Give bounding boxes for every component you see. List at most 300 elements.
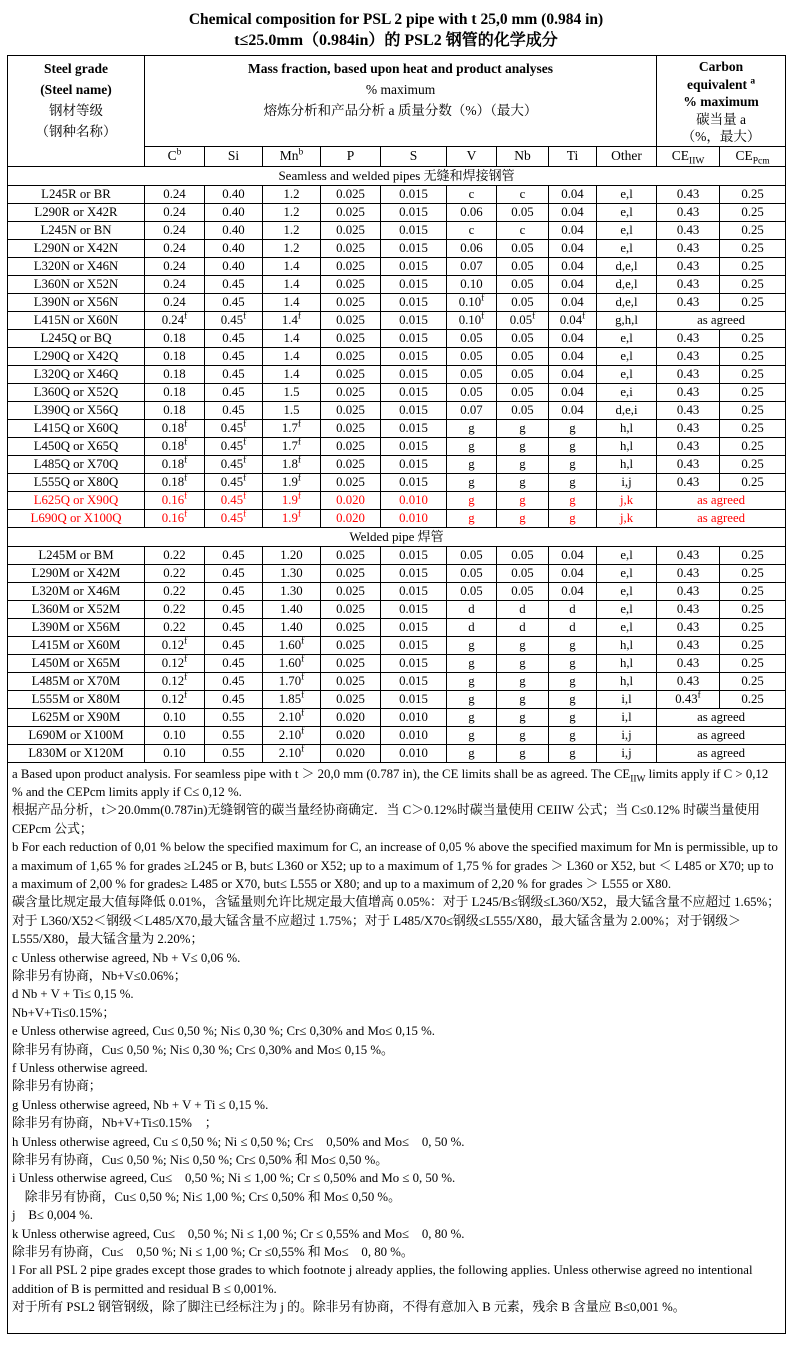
grade-cell: L485M or X70M bbox=[8, 672, 145, 690]
value-cell: g bbox=[497, 672, 549, 690]
value-cell: 0.04 bbox=[549, 365, 597, 383]
column-header-1: Si bbox=[205, 146, 263, 166]
value-cell: 0.04 bbox=[549, 546, 597, 564]
value-cell: g bbox=[447, 654, 497, 672]
value-cell: 0.45 bbox=[205, 618, 263, 636]
value-cell: 1.20 bbox=[263, 546, 321, 564]
value-cell: 1.7$^f$ bbox=[263, 437, 321, 455]
value-cell: 0.40 bbox=[205, 221, 263, 239]
value-cell: 0.05 bbox=[497, 203, 549, 221]
value-cell: 0.015 bbox=[381, 654, 447, 672]
value-cell: 0.18 bbox=[145, 329, 205, 347]
column-header-7: Ti bbox=[549, 146, 597, 166]
value-cell: 0.22 bbox=[145, 618, 205, 636]
table-row bbox=[8, 329, 786, 347]
value-cell: 0.010 bbox=[381, 708, 447, 726]
grade-cell: L625Q or X90Q bbox=[8, 491, 145, 509]
value-cell: 0.16$^f$ bbox=[145, 491, 205, 509]
value-cell: 0.55 bbox=[205, 726, 263, 744]
value-cell: 0.015 bbox=[381, 329, 447, 347]
value-cell: e,l bbox=[597, 347, 657, 365]
value-cell: 0.05$^f$ bbox=[497, 311, 549, 329]
value-cell: 1.60$^f$ bbox=[263, 636, 321, 654]
table-row bbox=[8, 257, 786, 275]
value-cell: 1.7$^f$ bbox=[263, 419, 321, 437]
ce-cell: 0.25 bbox=[720, 600, 786, 618]
value-cell: d bbox=[497, 600, 549, 618]
value-cell: e,l bbox=[597, 221, 657, 239]
value-cell: 0.10$^f$ bbox=[447, 293, 497, 311]
grade-cell: L450Q or X65Q bbox=[8, 437, 145, 455]
grade-cell: L245M or BM bbox=[8, 546, 145, 564]
ce-cell: 0.43 bbox=[657, 636, 720, 654]
value-cell: g bbox=[549, 473, 597, 491]
value-cell: g bbox=[447, 419, 497, 437]
value-cell: 0.40 bbox=[205, 239, 263, 257]
value-cell: 0.05 bbox=[447, 383, 497, 401]
value-cell: g bbox=[497, 726, 549, 744]
table-header bbox=[8, 56, 786, 167]
table-row bbox=[8, 239, 786, 257]
value-cell: 1.9$^f$ bbox=[263, 473, 321, 491]
value-cell: 0.45$^f$ bbox=[205, 437, 263, 455]
value-cell: g bbox=[447, 491, 497, 509]
value-cell: 0.45 bbox=[205, 293, 263, 311]
footnote-line: j B≤ 0,004 %. bbox=[12, 1208, 93, 1223]
value-cell: 1.8$^f$ bbox=[263, 455, 321, 473]
column-header-8: Other bbox=[597, 146, 657, 166]
value-cell: 0.12$^f$ bbox=[145, 672, 205, 690]
value-cell: 0.015 bbox=[381, 473, 447, 491]
footnote-line: 除非另有协商； bbox=[12, 1079, 102, 1094]
value-cell: e,l bbox=[597, 546, 657, 564]
footnote-line: Nb+V+Ti≤0.15%； bbox=[12, 1005, 116, 1020]
value-cell: h,l bbox=[597, 672, 657, 690]
ce-cell: 0.25 bbox=[720, 437, 786, 455]
value-cell: 0.04$^f$ bbox=[549, 311, 597, 329]
grade-cell: L360Q or X52Q bbox=[8, 383, 145, 401]
table-row bbox=[8, 437, 786, 455]
value-cell: 1.30 bbox=[263, 582, 321, 600]
value-cell: g bbox=[497, 491, 549, 509]
value-cell: 0.015 bbox=[381, 690, 447, 708]
table-row bbox=[8, 347, 786, 365]
value-cell: 0.05 bbox=[497, 564, 549, 582]
value-cell: 2.10$^f$ bbox=[263, 744, 321, 762]
value-cell: 0.04 bbox=[549, 185, 597, 203]
value-cell: 0.10$^f$ bbox=[447, 311, 497, 329]
value-cell: 0.025 bbox=[321, 365, 381, 383]
value-cell: 1.2 bbox=[263, 221, 321, 239]
value-cell: 0.45 bbox=[205, 690, 263, 708]
footnote-line: l For all PSL 2 pipe grades except those grades to which footnote j already applies, the following applies. Unless otherwise agreed no intentional addition of B is permitted and residual B ≤ 0,001%. bbox=[12, 1263, 753, 1296]
value-cell: 0.04 bbox=[549, 401, 597, 419]
grade-cell: L450M or X65M bbox=[8, 654, 145, 672]
value-cell: g,h,l bbox=[597, 311, 657, 329]
value-cell: 0.04 bbox=[549, 275, 597, 293]
value-cell: 0.45 bbox=[205, 672, 263, 690]
value-cell: 0.10 bbox=[145, 744, 205, 762]
footnote-line: f Unless otherwise agreed. bbox=[12, 1061, 148, 1075]
value-cell: 0.015 bbox=[381, 275, 447, 293]
value-cell: 0.015 bbox=[381, 600, 447, 618]
value-cell: 0.22 bbox=[145, 546, 205, 564]
value-cell: 0.025 bbox=[321, 582, 381, 600]
title-english: Chemical composition for PSL 2 pipe with t 25,0 mm (0.984 in) bbox=[188, 11, 604, 28]
value-cell: 0.18 bbox=[145, 347, 205, 365]
grade-cell: L415N or X60N bbox=[8, 311, 145, 329]
value-cell: 0.12$^f$ bbox=[145, 654, 205, 672]
value-cell: i,l bbox=[597, 690, 657, 708]
value-cell: 0.22 bbox=[145, 582, 205, 600]
value-cell: 0.025 bbox=[321, 564, 381, 582]
ce-cell: 0.43 bbox=[657, 654, 720, 672]
value-cell: 0.45 bbox=[205, 546, 263, 564]
value-cell: 0.40 bbox=[205, 185, 263, 203]
value-cell: d,e,l bbox=[597, 293, 657, 311]
table-row bbox=[8, 564, 786, 582]
value-cell: g bbox=[447, 744, 497, 762]
ce-cell: 0.25 bbox=[720, 455, 786, 473]
footnote-line: 除非另有协商，Cu≤ 0,50 %; Ni≤ 0,50 %; Cr≤ 0,50% 和 Mo≤ 0,50 %。 bbox=[12, 1153, 389, 1168]
value-cell: 0.04 bbox=[549, 221, 597, 239]
value-cell: 0.05 bbox=[497, 582, 549, 600]
value-cell: 0.025 bbox=[321, 672, 381, 690]
column-header-10: $CE_{Pcm}$ bbox=[720, 146, 786, 166]
chemical-composition-table bbox=[7, 55, 786, 1334]
table-row bbox=[8, 383, 786, 401]
value-cell: 0.18$^f$ bbox=[145, 455, 205, 473]
value-cell: 0.015 bbox=[381, 293, 447, 311]
ce-cell: 0.25 bbox=[720, 221, 786, 239]
value-cell: 0.020 bbox=[321, 509, 381, 527]
value-cell: 0.45 bbox=[205, 600, 263, 618]
table-row bbox=[8, 491, 786, 509]
value-cell: g bbox=[447, 455, 497, 473]
value-cell: 0.025 bbox=[321, 473, 381, 491]
value-cell: 0.45 bbox=[205, 383, 263, 401]
footnote-line: c Unless otherwise agreed, Nb + V≤ 0,06 %. bbox=[12, 950, 241, 965]
value-cell: 0.40 bbox=[205, 203, 263, 221]
value-cell: 0.04 bbox=[549, 293, 597, 311]
value-cell: g bbox=[549, 509, 597, 527]
value-cell: 0.22 bbox=[145, 600, 205, 618]
value-cell: 1.40 bbox=[263, 618, 321, 636]
value-cell: 0.015 bbox=[381, 311, 447, 329]
grade-cell: L390Q or X56Q bbox=[8, 401, 145, 419]
value-cell: 0.025 bbox=[321, 221, 381, 239]
value-cell: 0.025 bbox=[321, 690, 381, 708]
grade-cell: L245R or BR bbox=[8, 185, 145, 203]
value-cell: 0.025 bbox=[321, 600, 381, 618]
value-cell: 0.05 bbox=[497, 257, 549, 275]
footnote-line: 碳含量比规定最大值每降低 0.01%，含锰量则允许比规定最大值增高 0.05%：对于 L245/B≤钢级≤L360/X52，最大锰含量不应超过 1.65%；对于 L360/X52＜钢级＜L485/X70,最大锰含量不应超过 1.75%；对于 L485/X70≤钢级≤L555/X80，最大锰含量为 2.00%；对于钢级＞L555/X80，最大锰含量为 2.20%； bbox=[12, 895, 780, 947]
page-title bbox=[7, 9, 785, 52]
section-row bbox=[8, 166, 786, 185]
value-cell: g bbox=[549, 491, 597, 509]
grade-cell: L690M or X100M bbox=[8, 726, 145, 744]
value-cell: d bbox=[549, 618, 597, 636]
ce-cell: 0.43 bbox=[657, 365, 720, 383]
grade-cell: L320M or X46M bbox=[8, 582, 145, 600]
ce-cell: 0.43 bbox=[657, 257, 720, 275]
value-cell: 0.025 bbox=[321, 275, 381, 293]
value-cell: 0.015 bbox=[381, 239, 447, 257]
value-cell: 0.04 bbox=[549, 203, 597, 221]
column-header-3: P bbox=[321, 146, 381, 166]
value-cell: g bbox=[497, 708, 549, 726]
value-cell: 0.05 bbox=[447, 582, 497, 600]
value-cell: 1.70$^f$ bbox=[263, 672, 321, 690]
ce-cell: 0.43 bbox=[657, 401, 720, 419]
value-cell: h,l bbox=[597, 654, 657, 672]
value-cell: 0.04 bbox=[549, 239, 597, 257]
ce-cell: 0.25 bbox=[720, 582, 786, 600]
ce-cell: 0.25 bbox=[720, 203, 786, 221]
value-cell: 0.015 bbox=[381, 347, 447, 365]
value-cell: g bbox=[497, 419, 549, 437]
grade-cell: L555Q or X80Q bbox=[8, 473, 145, 491]
table-row bbox=[8, 275, 786, 293]
table-row bbox=[8, 509, 786, 527]
value-cell: 1.4 bbox=[263, 257, 321, 275]
value-cell: 0.04 bbox=[549, 257, 597, 275]
ce-cell: 0.25 bbox=[720, 401, 786, 419]
value-cell: 0.10 bbox=[145, 726, 205, 744]
value-cell: 0.45 bbox=[205, 347, 263, 365]
value-cell: g bbox=[447, 473, 497, 491]
value-cell: i,j bbox=[597, 473, 657, 491]
value-cell: 0.24 bbox=[145, 257, 205, 275]
footnote-line: b For each reduction of 0,01 % below the specified maximum for C, an increase of 0,05 % above the specified maximum for Mn is permissible, up to a maximum of 1,65 % for grades ≥L245 or B, but≤ L360 or X52; up to a maximum of 1,75 % for grades ＞ L360 or X52, but ＜ L485 or X70; up to a maximum of 2,00 % for grades≥ L485 or X70, but≤ L555 or X80; and up to a maximum of 2,20 % for grades ＞ L555 or X80. bbox=[12, 840, 778, 891]
value-cell: e,i bbox=[597, 383, 657, 401]
value-cell: 1.4$^f$ bbox=[263, 311, 321, 329]
footnotes-row bbox=[8, 762, 786, 1333]
grade-cell: L690Q or X100Q bbox=[8, 509, 145, 527]
value-cell: 0.025 bbox=[321, 329, 381, 347]
ce-cell: 0.43 bbox=[657, 437, 720, 455]
title-chinese: t≤25.0mm（0.984in）的 PSL2 钢管的化学成分 bbox=[234, 32, 558, 49]
ce-cell: 0.25 bbox=[720, 365, 786, 383]
value-cell: 0.025 bbox=[321, 185, 381, 203]
value-cell: e,l bbox=[597, 239, 657, 257]
value-cell: 0.015 bbox=[381, 636, 447, 654]
value-cell: 0.025 bbox=[321, 239, 381, 257]
value-cell: 0.015 bbox=[381, 582, 447, 600]
value-cell: 0.04 bbox=[549, 329, 597, 347]
value-cell: 0.18$^f$ bbox=[145, 437, 205, 455]
ce-cell: 0.43 bbox=[657, 383, 720, 401]
footnote-line: 对于所有 PSL2 钢管钢级，除了脚注已经标注为 j 的。除非另有协商，不得有意加入 B 元素，残余 B 含量应 B≤0,001 %。 bbox=[12, 1300, 686, 1315]
footnote-line: g Unless otherwise agreed, Nb + V + Ti ≤ 0,15 %. bbox=[12, 1097, 269, 1112]
value-cell: d bbox=[447, 618, 497, 636]
value-cell: 0.010 bbox=[381, 509, 447, 527]
value-cell: d,e,l bbox=[597, 257, 657, 275]
column-header-0: $C^b$ bbox=[145, 146, 205, 166]
table-row bbox=[8, 744, 786, 762]
value-cell: 0.015 bbox=[381, 564, 447, 582]
value-cell: 1.4 bbox=[263, 275, 321, 293]
value-cell: g bbox=[497, 473, 549, 491]
ce-cell: 0.25 bbox=[720, 690, 786, 708]
value-cell: 1.2 bbox=[263, 239, 321, 257]
value-cell: 0.025 bbox=[321, 203, 381, 221]
value-cell: 0.025 bbox=[321, 437, 381, 455]
value-cell: 1.40 bbox=[263, 600, 321, 618]
grade-cell: L245N or BN bbox=[8, 221, 145, 239]
footnote-line: 除非另有协商，Cu≤ 0,50 %; Ni≤ 1,00 %; Cr≤ 0,50% 和 Mo≤ 0,50 %。 bbox=[12, 1189, 401, 1204]
value-cell: d bbox=[447, 600, 497, 618]
ce-agreed-cell: as agreed bbox=[657, 311, 786, 329]
table-row bbox=[8, 690, 786, 708]
value-cell: 0.015 bbox=[381, 672, 447, 690]
value-cell: 0.05 bbox=[497, 293, 549, 311]
value-cell: c bbox=[447, 221, 497, 239]
ce-cell: 0.43 bbox=[657, 329, 720, 347]
value-cell: 0.04 bbox=[549, 347, 597, 365]
value-cell: e,l bbox=[597, 582, 657, 600]
value-cell: g bbox=[497, 654, 549, 672]
value-cell: 0.05 bbox=[447, 329, 497, 347]
ce-cell: 0.43 bbox=[657, 275, 720, 293]
table-row bbox=[8, 221, 786, 239]
value-cell: 1.5 bbox=[263, 401, 321, 419]
value-cell: 1.2 bbox=[263, 185, 321, 203]
table-row bbox=[8, 618, 786, 636]
value-cell: e,l bbox=[597, 618, 657, 636]
ce-cell: 0.25 bbox=[720, 257, 786, 275]
value-cell: h,l bbox=[597, 437, 657, 455]
ce-cell: 0.25 bbox=[720, 672, 786, 690]
value-cell: 0.18$^f$ bbox=[145, 473, 205, 491]
column-header-4: S bbox=[381, 146, 447, 166]
value-cell: 0.020 bbox=[321, 726, 381, 744]
table-row bbox=[8, 203, 786, 221]
value-cell: 0.55 bbox=[205, 744, 263, 762]
value-cell: 1.5 bbox=[263, 383, 321, 401]
value-cell: 0.45 bbox=[205, 365, 263, 383]
value-cell: h,l bbox=[597, 419, 657, 437]
ce-cell: 0.43 bbox=[657, 347, 720, 365]
value-cell: 0.05 bbox=[497, 401, 549, 419]
value-cell: 0.12$^f$ bbox=[145, 690, 205, 708]
column-header-2: Mn$^b$ bbox=[263, 146, 321, 166]
grade-cell: L625M or X90M bbox=[8, 708, 145, 726]
value-cell: 0.025 bbox=[321, 455, 381, 473]
value-cell: 0.010 bbox=[381, 744, 447, 762]
value-cell: g bbox=[497, 636, 549, 654]
value-cell: 0.015 bbox=[381, 546, 447, 564]
table-row bbox=[8, 401, 786, 419]
ce-agreed-cell: as agreed bbox=[657, 509, 786, 527]
header-mass-fraction: Mass fraction, based upon heat and product analyses % maximum 熔炼分析和产品分析 a 质量分数（%）（最大） bbox=[145, 56, 657, 147]
table-row bbox=[8, 419, 786, 437]
value-cell: 1.4 bbox=[263, 347, 321, 365]
value-cell: 0.020 bbox=[321, 744, 381, 762]
value-cell: 0.07 bbox=[447, 401, 497, 419]
ce-cell: 0.43 bbox=[657, 546, 720, 564]
ce-cell: 0.25 bbox=[720, 293, 786, 311]
value-cell: g bbox=[549, 654, 597, 672]
value-cell: 0.015 bbox=[381, 455, 447, 473]
value-cell: g bbox=[549, 437, 597, 455]
footnote-line: e Unless otherwise agreed, Cu≤ 0,50 %; Ni≤ 0,30 %; Cr≤ 0,30% and Mo≤ 0,15 %. bbox=[12, 1024, 435, 1039]
value-cell: 0.05 bbox=[497, 546, 549, 564]
ce-cell: 0.25 bbox=[720, 329, 786, 347]
value-cell: 0.04 bbox=[549, 383, 597, 401]
value-cell: g bbox=[549, 455, 597, 473]
ce-cell: 0.43 bbox=[657, 221, 720, 239]
footnotes-cell bbox=[8, 762, 786, 1333]
ce-agreed-cell: as agreed bbox=[657, 491, 786, 509]
grade-cell: L415M or X60M bbox=[8, 636, 145, 654]
value-cell: d,e,i bbox=[597, 401, 657, 419]
value-cell: i,l bbox=[597, 708, 657, 726]
ce-cell: 0.25 bbox=[720, 347, 786, 365]
value-cell: 0.45 bbox=[205, 564, 263, 582]
value-cell: g bbox=[447, 672, 497, 690]
ce-cell: 0.43 bbox=[657, 293, 720, 311]
value-cell: 0.025 bbox=[321, 347, 381, 365]
ce-cell: 0.25 bbox=[720, 275, 786, 293]
grade-cell: L390M or X56M bbox=[8, 618, 145, 636]
value-cell: 0.12$^f$ bbox=[145, 636, 205, 654]
value-cell: 0.025 bbox=[321, 257, 381, 275]
value-cell: 0.24$^f$ bbox=[145, 311, 205, 329]
table-row bbox=[8, 582, 786, 600]
column-header-9: $CE_{IIW}$ bbox=[657, 146, 720, 166]
value-cell: 0.18$^f$ bbox=[145, 419, 205, 437]
footnote-line: h Unless otherwise agreed, Cu ≤ 0,50 %; Ni ≤ 0,50 %; Cr≤ 0,50% and Mo≤ 0, 50 %. bbox=[12, 1134, 465, 1149]
column-header-6: Nb bbox=[497, 146, 549, 166]
value-cell: 0.10 bbox=[447, 275, 497, 293]
value-cell: 0.18 bbox=[145, 365, 205, 383]
value-cell: c bbox=[497, 185, 549, 203]
grade-cell: L485Q or X70Q bbox=[8, 455, 145, 473]
ce-agreed-cell: as agreed bbox=[657, 708, 786, 726]
footnote-line: i Unless otherwise agreed, Cu≤ 0,50 %; Ni ≤ 1,00 %; Cr ≤ 0,50% and Mo ≤ 0, 50 %. bbox=[12, 1171, 456, 1186]
footnote-line: k Unless otherwise agreed, Cu≤ 0,50 %; Ni ≤ 1,00 %; Cr ≤ 0,55% and Mo≤ 0, 80 %. bbox=[12, 1226, 465, 1241]
value-cell: 0.05 bbox=[497, 239, 549, 257]
value-cell: 0.04 bbox=[549, 582, 597, 600]
value-cell: g bbox=[497, 455, 549, 473]
value-cell: 1.2 bbox=[263, 203, 321, 221]
value-cell: 0.22 bbox=[145, 564, 205, 582]
value-cell: e,l bbox=[597, 185, 657, 203]
value-cell: 0.015 bbox=[381, 401, 447, 419]
footnote-line: 根据产品分析，t＞20.0mm(0.787in)无缝钢管的碳当量经协商确定．当 C＞0.12%时碳当量使用 CEIIW 公式；当 C≤0.12% 时碳当量使用 CEPcm 公式； bbox=[12, 803, 760, 836]
value-cell: g bbox=[447, 726, 497, 744]
value-cell: 0.24 bbox=[145, 275, 205, 293]
table-row bbox=[8, 726, 786, 744]
value-cell: c bbox=[447, 185, 497, 203]
value-cell: g bbox=[497, 690, 549, 708]
table-row bbox=[8, 455, 786, 473]
value-cell: g bbox=[549, 690, 597, 708]
ce-cell: 0.25 bbox=[720, 185, 786, 203]
grade-cell: L555M or X80M bbox=[8, 690, 145, 708]
value-cell: 1.4 bbox=[263, 365, 321, 383]
section-label: Welded pipe 焊管 bbox=[8, 527, 786, 546]
value-cell: 0.24 bbox=[145, 185, 205, 203]
value-cell: 1.85$^f$ bbox=[263, 690, 321, 708]
grade-cell: L290R or X42R bbox=[8, 203, 145, 221]
grade-cell: L290M or X42M bbox=[8, 564, 145, 582]
value-cell: d bbox=[549, 600, 597, 618]
ce-cell: 0.25 bbox=[720, 654, 786, 672]
value-cell: 0.05 bbox=[497, 275, 549, 293]
ce-cell: 0.43 bbox=[657, 600, 720, 618]
